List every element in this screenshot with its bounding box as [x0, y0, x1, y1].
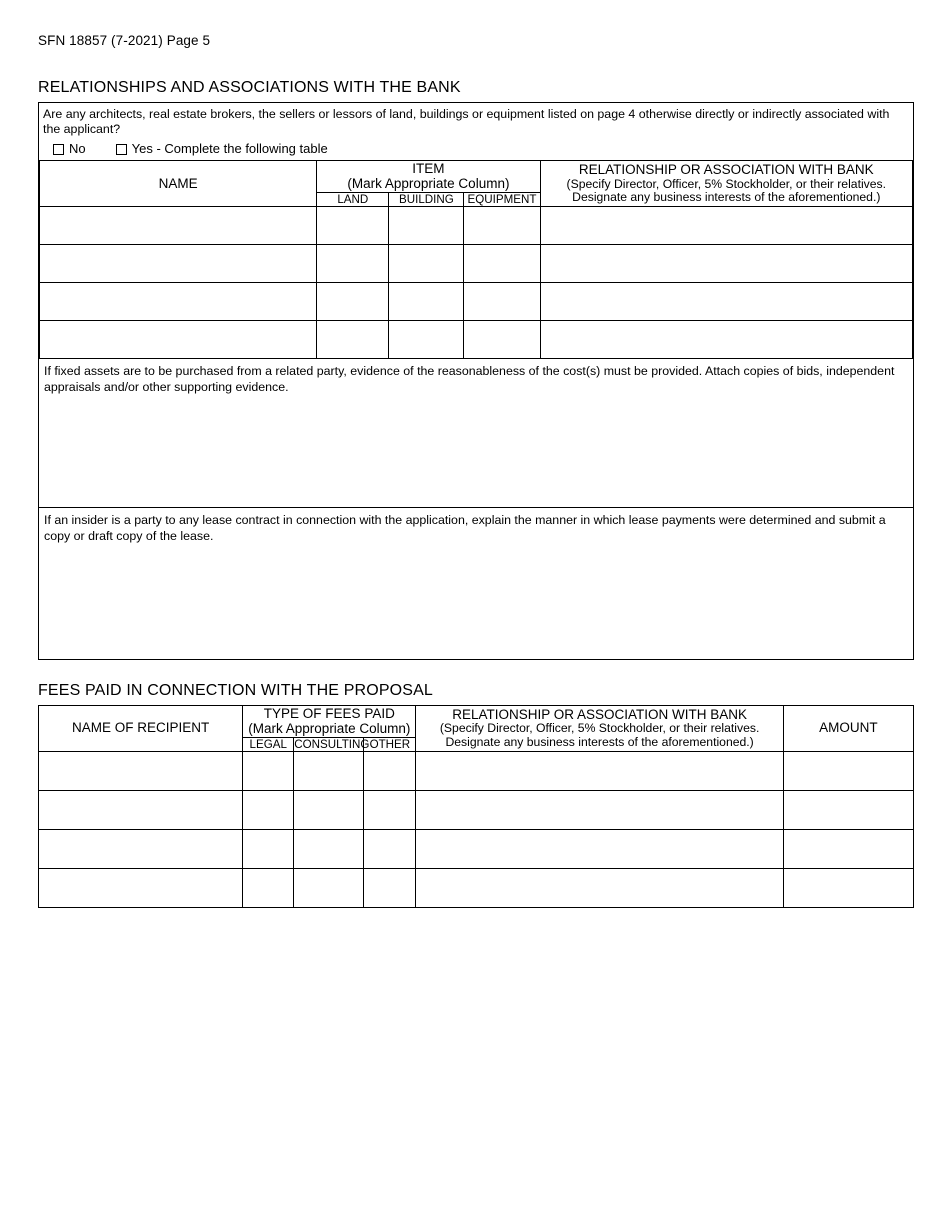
cell-amount[interactable]: [783, 790, 913, 829]
relationships-answer-options: [43, 141, 909, 158]
cell-other[interactable]: [364, 868, 416, 907]
cell-amount[interactable]: [783, 868, 913, 907]
form-identifier: SFN 18857 (7-2021) Page 5: [38, 33, 211, 48]
table-row[interactable]: [39, 751, 914, 790]
table-row[interactable]: [40, 207, 913, 245]
cell-relationship[interactable]: [540, 207, 912, 245]
header-equipment: EQUIPMENT: [464, 193, 540, 207]
cell-consulting[interactable]: [294, 790, 364, 829]
cell-relationship[interactable]: [540, 283, 912, 321]
table-row[interactable]: [39, 790, 914, 829]
cell-amount[interactable]: [783, 751, 913, 790]
header-fees-title: TYPE OF FEES PAID: [263, 705, 395, 721]
cell-recipient[interactable]: [39, 790, 243, 829]
table-row[interactable]: [39, 829, 914, 868]
cell-consulting[interactable]: [294, 868, 364, 907]
cell-building[interactable]: [389, 283, 464, 321]
cell-land[interactable]: [317, 245, 389, 283]
cell-relationship[interactable]: [416, 868, 783, 907]
header-legal: LEGAL: [243, 737, 294, 751]
cell-legal[interactable]: [243, 829, 294, 868]
cell-building[interactable]: [389, 321, 464, 359]
header-item-subtitle: (Mark Appropriate Column): [347, 176, 510, 192]
section-relationships-and-associations: [38, 79, 914, 660]
note-insider-lease-area[interactable]: [39, 508, 913, 659]
relationships-outer-box: [38, 102, 914, 660]
cell-equipment[interactable]: [464, 245, 540, 283]
cell-relationship[interactable]: [540, 245, 912, 283]
cell-name[interactable]: [40, 207, 317, 245]
cell-relationship[interactable]: [416, 829, 783, 868]
cell-name[interactable]: [40, 245, 317, 283]
cell-other[interactable]: [364, 790, 416, 829]
cell-amount[interactable]: [783, 829, 913, 868]
checkbox-yes-icon[interactable]: [116, 144, 127, 155]
cell-recipient[interactable]: [39, 751, 243, 790]
header-relationship-sub2: Designate any business interests of the aforementioned.): [572, 190, 881, 205]
cell-land[interactable]: [317, 207, 389, 245]
section-heading-relationships: RELATIONSHIPS AND ASSOCIATIONS WITH THE BANK: [38, 79, 461, 96]
header-fees-relationship-sub2: Designate any business interests of the aforementioned.): [445, 734, 754, 749]
note-fixed-assets-text: If fixed assets are to be purchased from a related party, evidence of the reasonableness of the cost(s) must be provided. Attach copies of bids, independent appraisals and/or other supporting evidence.: [44, 364, 895, 395]
cell-consulting[interactable]: [294, 829, 364, 868]
header-land: LAND: [317, 193, 389, 207]
header-relationship-sub1: (Specify Director, Officer, 5% Stockholder, or their relatives.: [566, 176, 887, 191]
cell-relationship[interactable]: [540, 321, 912, 359]
header-item-title: ITEM: [412, 160, 445, 176]
header-amount: AMOUNT: [783, 705, 913, 751]
checkbox-no-icon[interactable]: [53, 144, 64, 155]
relationships-question-text: Are any architects, real estate brokers, the sellers or lessors of land, buildings or equipment listed on page 4 otherwise directly or indirectly associated with the applicant?: [43, 106, 890, 137]
section-fees-paid: [38, 682, 914, 908]
header-item: [317, 160, 540, 192]
cell-recipient[interactable]: [39, 868, 243, 907]
cell-other[interactable]: [364, 751, 416, 790]
note-fixed-assets-area[interactable]: [39, 359, 913, 508]
note-insider-lease-text: If an insider is a party to any lease contract in connection with the application, explain the manner in which lease payments were determined and submit a copy or draft copy of the lease.: [44, 513, 886, 544]
header-fees-relationship: [416, 705, 783, 751]
cell-recipient[interactable]: [39, 829, 243, 868]
fees-table: [38, 705, 914, 908]
header-building: BUILDING: [389, 193, 464, 207]
option-no-label: No: [69, 141, 86, 157]
cell-legal[interactable]: [243, 751, 294, 790]
cell-relationship[interactable]: [416, 751, 783, 790]
relationships-table-header-row: [40, 160, 913, 192]
header-fees-subtitle: (Mark Appropriate Column): [248, 721, 411, 737]
cell-building[interactable]: [389, 207, 464, 245]
table-row[interactable]: [40, 245, 913, 283]
cell-equipment[interactable]: [464, 283, 540, 321]
table-row[interactable]: [39, 868, 914, 907]
header-other: OTHER: [364, 737, 416, 751]
relationships-question-block: [39, 103, 913, 160]
option-no[interactable]: [53, 141, 86, 158]
header-relationship: [540, 160, 912, 206]
cell-other[interactable]: [364, 829, 416, 868]
section-heading-fees: FEES PAID IN CONNECTION WITH THE PROPOSAL: [38, 682, 433, 699]
header-fees-type: [243, 705, 416, 737]
fees-table-header-row: [39, 705, 914, 737]
relationships-table: [39, 160, 913, 359]
cell-equipment[interactable]: [464, 321, 540, 359]
table-row[interactable]: [40, 283, 913, 321]
cell-legal[interactable]: [243, 868, 294, 907]
cell-land[interactable]: [317, 321, 389, 359]
header-name: NAME: [40, 160, 317, 206]
cell-relationship[interactable]: [416, 790, 783, 829]
option-yes-label: Yes - Complete the following table: [131, 141, 328, 157]
option-yes[interactable]: [116, 141, 328, 158]
cell-legal[interactable]: [243, 790, 294, 829]
header-fees-relationship-title: RELATIONSHIP OR ASSOCIATION WITH BANK: [452, 706, 748, 722]
cell-equipment[interactable]: [464, 207, 540, 245]
cell-name[interactable]: [40, 283, 317, 321]
header-fees-relationship-sub1: (Specify Director, Officer, 5% Stockholder, or their relatives.: [439, 721, 760, 736]
table-row[interactable]: [40, 321, 913, 359]
cell-building[interactable]: [389, 245, 464, 283]
cell-name[interactable]: [40, 321, 317, 359]
header-recipient: NAME OF RECIPIENT: [39, 705, 243, 751]
header-relationship-title: RELATIONSHIP OR ASSOCIATION WITH BANK: [578, 162, 874, 178]
header-consulting: CONSULTING: [294, 737, 370, 751]
cell-land[interactable]: [317, 283, 389, 321]
cell-consulting[interactable]: [294, 751, 364, 790]
